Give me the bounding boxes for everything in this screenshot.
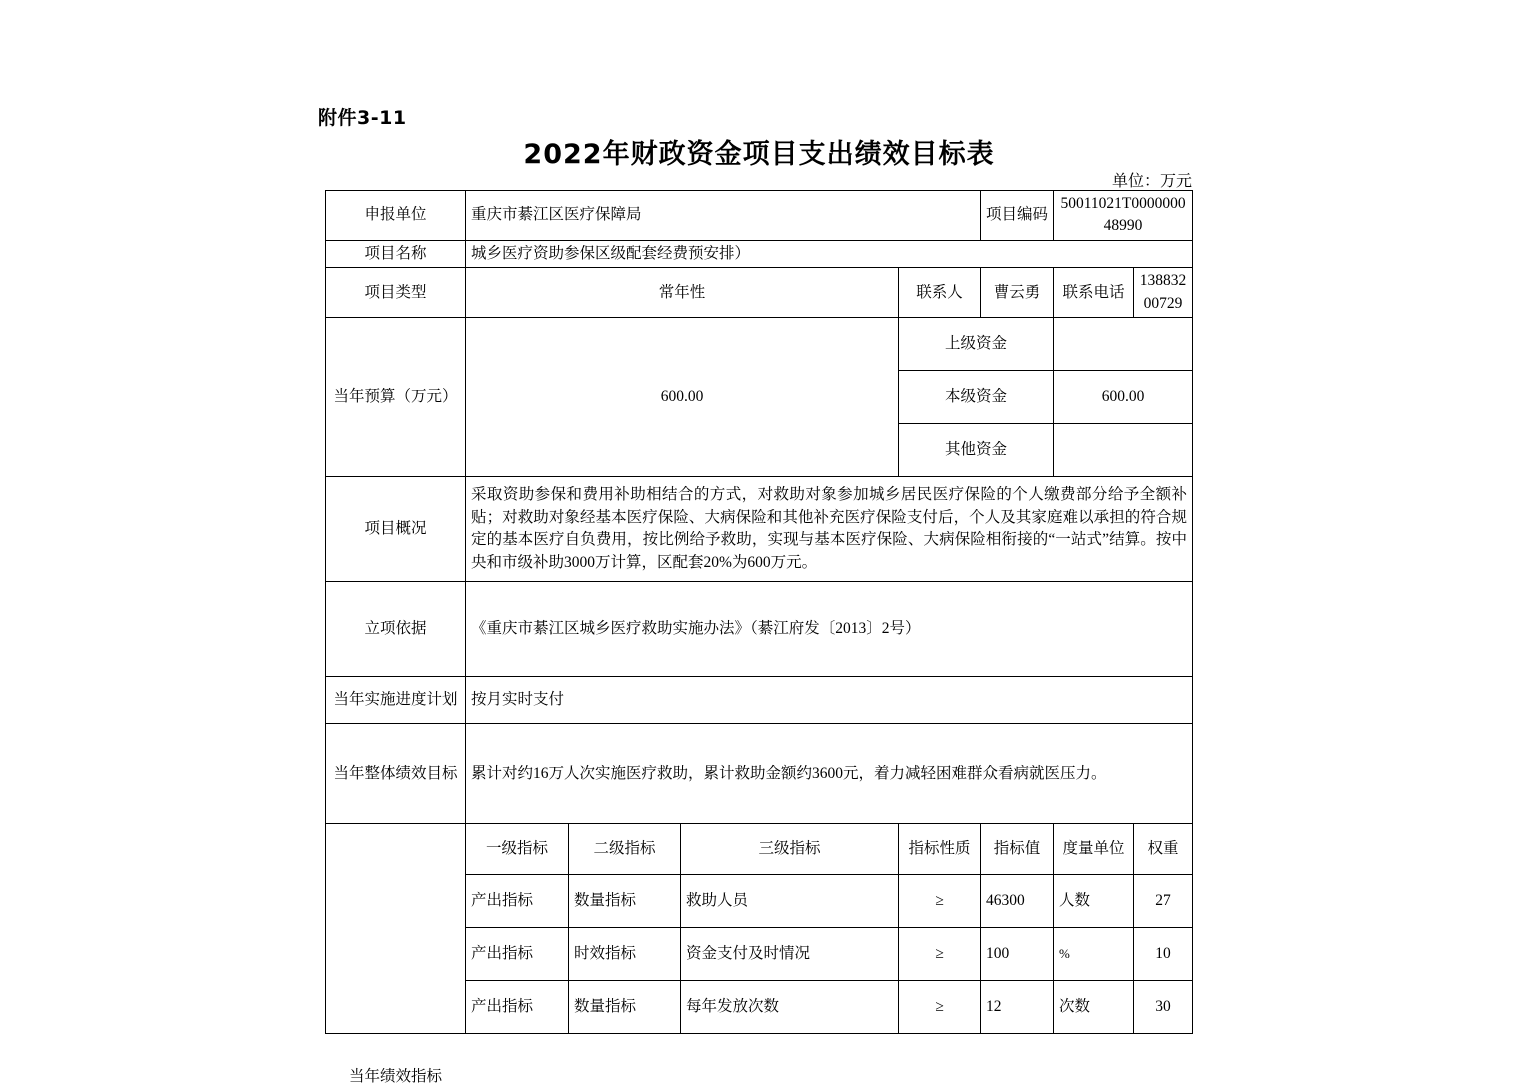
table-row-indicator-header xyxy=(326,824,1193,875)
contact-label: 联系人 xyxy=(899,268,981,318)
basis-text: 《重庆市綦江区城乡医疗救助实施办法》（綦江府发〔2013〕2号） xyxy=(466,582,1193,677)
overall-goal-label: 当年整体绩效目标 xyxy=(326,724,466,824)
basis-label: 立项依据 xyxy=(326,582,466,677)
indicator-header-nature: 指标性质 xyxy=(899,824,981,875)
indicators-side-label xyxy=(326,824,466,1085)
schedule-label: 当年实施进度计划 xyxy=(326,677,466,724)
indicator-value: 46300 xyxy=(981,875,1054,928)
indicator-level2: 数量指标 xyxy=(569,981,681,1034)
indicator-level3: 救助人员 xyxy=(681,875,899,928)
indicator-header-level2: 二级指标 xyxy=(569,824,681,875)
attachment-label: 附件3-11 xyxy=(318,107,407,129)
budget-label: 当年预算（万元） xyxy=(326,318,466,477)
project-code-label: 项目编码 xyxy=(981,191,1054,241)
table-row-project-name xyxy=(326,240,1193,267)
project-type-label: 项目类型 xyxy=(326,268,466,318)
indicator-header-unit: 度量单位 xyxy=(1054,824,1134,875)
phone-value: 13883200729 xyxy=(1134,268,1193,318)
table-row-basis xyxy=(326,582,1193,677)
indicator-weight: 10 xyxy=(1134,928,1193,981)
indicators-side-label-text: 当年绩效指标 xyxy=(348,1067,442,1085)
project-code-value: 50011021T000000048990 xyxy=(1054,191,1193,241)
indicator-header-value: 指标值 xyxy=(981,824,1054,875)
project-name-label: 项目名称 xyxy=(326,240,466,267)
table-row-applicant xyxy=(326,191,1193,241)
table-row-budget-superior xyxy=(326,318,1193,371)
performance-target-table xyxy=(325,190,1193,1085)
overview-text: 采取资助参保和费用补助相结合的方式，对救助对象参加城乡居民医疗保险的个人缴费部分给予全额补贴；对救助对象经基本医疗保险、大病保险和其他补充医疗保险支付后，个人及其家庭难以承担的符合规定的基本医疗自负费用，按比例给予救助，实现与基本医疗保险、大病保险相衔接的“一站式”结算。按中央和市级补助3000万计算，区配套20%为600万元。 xyxy=(466,477,1193,582)
table-row-schedule xyxy=(326,677,1193,724)
budget-total-value: 600.00 xyxy=(466,318,899,477)
indicator-level3: 资金支付及时情况 xyxy=(681,928,899,981)
indicator-nature: ≥ xyxy=(899,981,981,1034)
indicator-header-weight: 权重 xyxy=(1134,824,1193,875)
indicator-header-level3: 三级指标 xyxy=(681,824,899,875)
budget-superior-value xyxy=(1054,318,1193,371)
indicator-level1: 产出指标 xyxy=(466,928,569,981)
table-row-overall-goal xyxy=(326,724,1193,824)
indicator-level2: 时效指标 xyxy=(569,928,681,981)
page-title: 2022年财政资金项目支出绩效目标表 xyxy=(523,139,995,170)
indicator-nature: ≥ xyxy=(899,928,981,981)
table-row-project-type xyxy=(326,268,1193,318)
overall-goal-text: 累计对约16万人次实施医疗救助，累计救助金额约3600元，着力减轻困难群众看病就医压力。 xyxy=(466,724,1193,824)
indicator-level2: 数量指标 xyxy=(569,875,681,928)
indicator-weight: 27 xyxy=(1134,875,1193,928)
schedule-text: 按月实时支付 xyxy=(466,677,1193,724)
indicator-level1: 产出指标 xyxy=(466,981,569,1034)
project-type-value: 常年性 xyxy=(466,268,899,318)
applicant-unit-label: 申报单位 xyxy=(326,191,466,241)
indicator-unit: 人数 xyxy=(1054,875,1134,928)
indicator-nature: ≥ xyxy=(899,875,981,928)
indicator-unit: 次数 xyxy=(1054,981,1134,1034)
indicator-header-level1: 一级指标 xyxy=(466,824,569,875)
table-row-overview xyxy=(326,477,1193,582)
indicator-weight: 30 xyxy=(1134,981,1193,1034)
indicator-level1: 产出指标 xyxy=(466,875,569,928)
project-name-value: 城乡医疗资助参保区级配套经费预安排） xyxy=(466,240,1193,267)
indicator-value: 100 xyxy=(981,928,1054,981)
budget-local-label: 本级资金 xyxy=(899,371,1054,424)
budget-local-value: 600.00 xyxy=(1054,371,1193,424)
budget-other-label: 其他资金 xyxy=(899,424,1054,477)
indicator-level3: 每年发放次数 xyxy=(681,981,899,1034)
phone-label: 联系电话 xyxy=(1054,268,1134,318)
budget-superior-label: 上级资金 xyxy=(899,318,1054,371)
indicator-unit: % xyxy=(1054,928,1134,981)
applicant-unit-value: 重庆市綦江区医疗保障局 xyxy=(466,191,981,241)
overview-label: 项目概况 xyxy=(326,477,466,582)
contact-value: 曹云勇 xyxy=(981,268,1054,318)
unit-note: 单位：万元 xyxy=(1111,173,1192,190)
budget-other-value xyxy=(1054,424,1193,477)
indicator-value: 12 xyxy=(981,981,1054,1034)
